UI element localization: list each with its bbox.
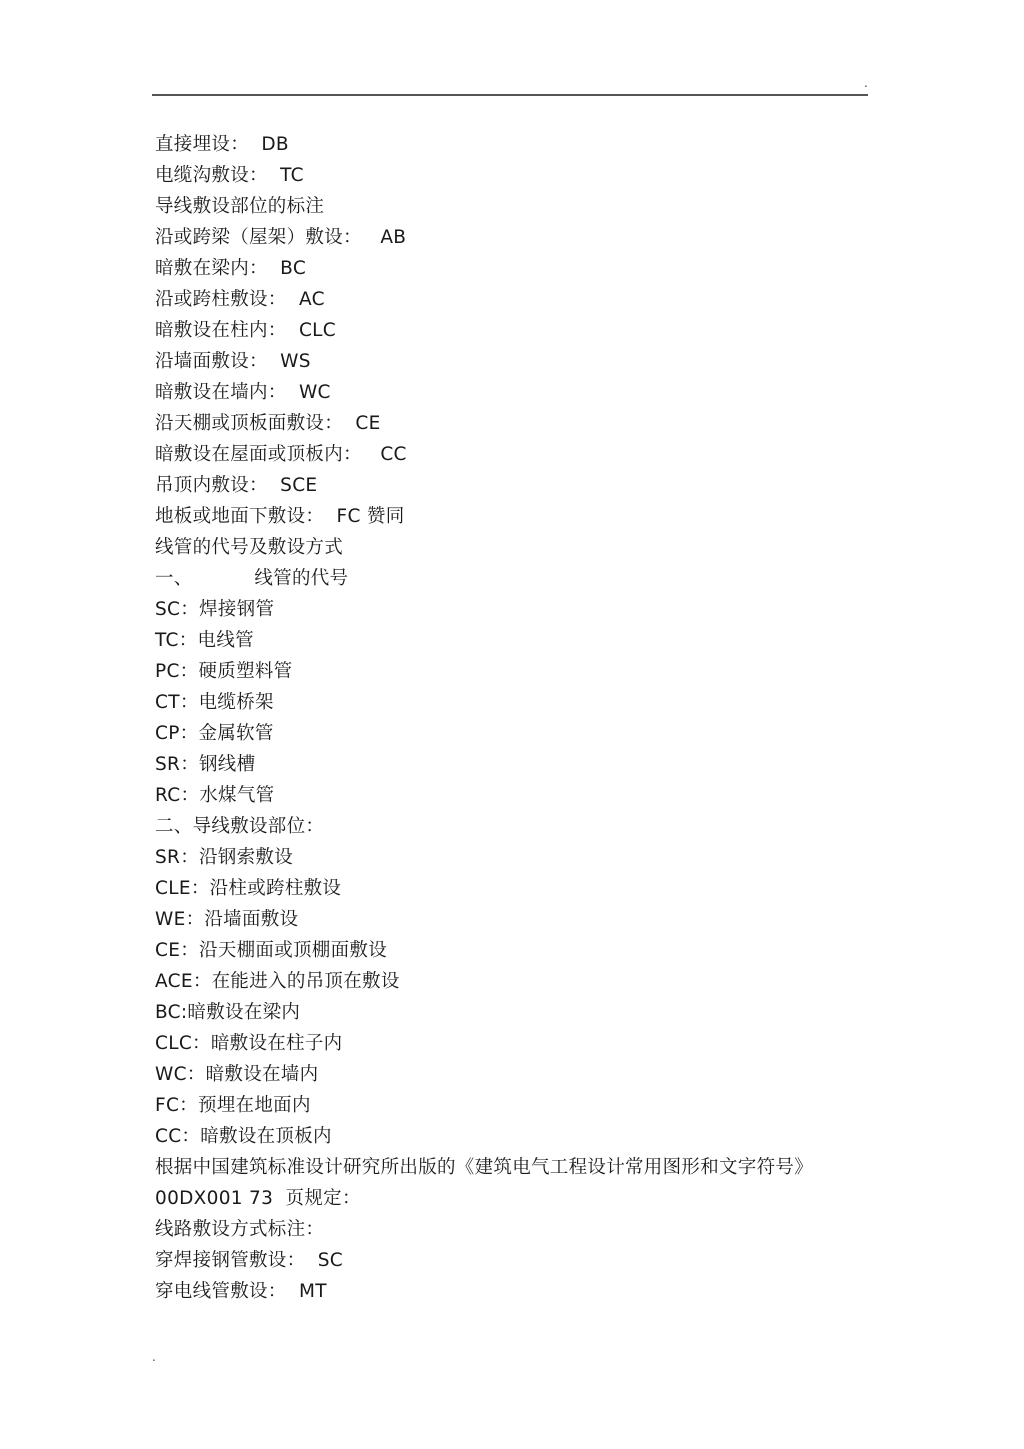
text-line: 沿墙面敷设： WS (155, 351, 311, 372)
text-line: SR：钢线槽 (155, 754, 256, 775)
text-line: 沿或跨梁（屋架）敷设： AB (155, 227, 407, 248)
text-line: 暗敷在梁内： BC (155, 258, 307, 279)
section-heading: 导线敷设部位的标注 (155, 196, 325, 217)
text-line: 吊顶内敷设： SCE (155, 475, 318, 496)
text-line: WC：暗敷设在墙内 (155, 1064, 319, 1085)
text-line: 暗敷设在柱内： CLC (155, 320, 337, 341)
text-line: CC：暗敷设在顶板内 (155, 1126, 332, 1147)
section-heading: 线管的代号及敷设方式 (155, 537, 344, 558)
text-line: 暗敷设在屋面或顶板内： CC (155, 444, 407, 465)
text-line: 地板或地面下敷设： FC 赞同 (155, 506, 405, 527)
text-line: CT：电缆桥架 (155, 692, 274, 713)
text-line: CLC：暗敷设在柱子内 (155, 1033, 343, 1054)
text-line: WE：沿墙面敷设 (155, 909, 299, 930)
header-rule (152, 94, 868, 96)
text-line: 根据中国建筑标准设计研究所出版的《建筑电气工程设计常用图形和文字符号》 (155, 1157, 814, 1178)
header-dot: . (864, 76, 868, 90)
text-line: CLE：沿柱或跨柱敷设 (155, 878, 342, 899)
section-heading: 一、 线管的代号 (155, 568, 349, 589)
text-line: CE：沿天棚面或顶棚面敷设 (155, 940, 388, 961)
text-line: ACE：在能进入的吊顶在敷设 (155, 971, 400, 992)
text-line: 电缆沟敷设： TC (155, 165, 304, 186)
text-line: 暗敷设在墙内： WC (155, 382, 331, 403)
text-line: 穿电线管敷设： MT (155, 1281, 327, 1302)
text-line: 直接埋设： DB (155, 134, 289, 155)
text-line: CP：金属软管 (155, 723, 274, 744)
text-line: BC:暗敷设在梁内 (155, 1002, 301, 1023)
section-heading: 线路敷设方式标注： (155, 1219, 325, 1240)
text-line: PC：硬质塑料管 (155, 661, 293, 682)
text-line: RC：水煤气管 (155, 785, 275, 806)
text-line: SR：沿钢索敷设 (155, 847, 293, 868)
footer-dot: . (152, 1350, 156, 1364)
text-line: 00DX001 73 页规定： (155, 1188, 361, 1209)
text-line: TC：电线管 (155, 630, 254, 651)
text-line: 沿天棚或顶板面敷设： CE (155, 413, 381, 434)
text-line: 穿焊接钢管敷设： SC (155, 1250, 344, 1271)
text-line: FC：预埋在地面内 (155, 1095, 311, 1116)
text-line: 沿或跨柱敷设： AC (155, 289, 325, 310)
text-line: SC：焊接钢管 (155, 599, 275, 620)
section-heading: 二、导线敷设部位： (155, 816, 325, 837)
document-body (155, 129, 855, 1307)
